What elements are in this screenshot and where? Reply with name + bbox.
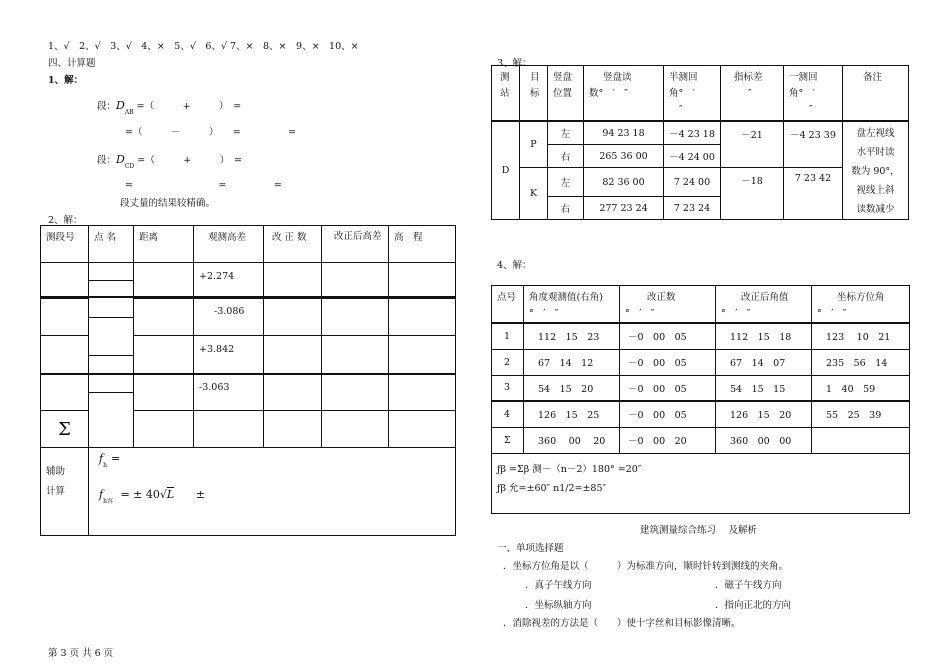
adj-cell: 112 15 18 xyxy=(716,323,812,349)
azimuth-table xyxy=(491,285,910,514)
diff-cell: +3.842 xyxy=(194,336,264,374)
adj-cell: 67 14 07 xyxy=(716,349,812,375)
cor-cell: －0 00 20 xyxy=(620,427,716,453)
table-row xyxy=(492,349,910,375)
index-cell: －21 xyxy=(721,122,784,168)
half-angle-cell: －4 24 00 xyxy=(664,145,721,168)
cor-cell: －0 00 05 xyxy=(620,375,716,401)
col-header: 点 名 xyxy=(89,226,134,263)
dab-equation: 段：$D_{AB}$ =（ + ） = xyxy=(97,99,242,116)
col-header: 距离 xyxy=(134,226,194,263)
col-header: 角度观测值(右角) ° ′ ″ xyxy=(524,286,620,324)
sigma-cell: Σ xyxy=(41,411,89,448)
half-angle-cell: 7 23 24 xyxy=(664,197,721,220)
obs-cell: 126 15 25 xyxy=(524,401,620,427)
adj-cell: 54 15 15 xyxy=(716,375,812,401)
q4-label: 4、解： xyxy=(497,260,532,271)
col-header: 半测回 角° ′ ″ xyxy=(664,66,721,122)
table-row xyxy=(492,323,910,349)
unit-label: ° ′ ″ xyxy=(817,308,847,319)
az-cell: 123 10 21 xyxy=(812,323,910,349)
dab-line2: =（ － ） = = xyxy=(125,127,297,138)
pos-cell: 左 xyxy=(548,168,584,197)
unit-label: ° ′ ″ xyxy=(529,308,559,319)
allowable-error: ƒβ 允=±60″ n1/2=±85″ xyxy=(497,482,607,494)
table-divider xyxy=(491,120,908,122)
col-header: 测段号 xyxy=(41,226,89,263)
q3-label: 3、解： xyxy=(497,58,532,69)
point-divider xyxy=(89,317,133,318)
col-header: 观测高差 xyxy=(194,226,264,263)
option-text: ．指向正北的方向 xyxy=(715,600,792,611)
col-header: 竖盘 位置 xyxy=(548,66,584,122)
fh-formula: $f_h=$ xyxy=(99,452,121,469)
col-header: 改正数 ° ′ ″ xyxy=(620,286,716,324)
col-header: 目 标 xyxy=(520,66,548,122)
unit-label: ° ′ ″ xyxy=(721,308,751,319)
col-header: 改正后高差 xyxy=(322,226,389,263)
index-cell: －18 xyxy=(721,168,784,220)
q1-label: 1、解： xyxy=(48,75,84,86)
pos-cell: 右 xyxy=(548,197,584,220)
dcd-equation: 段：$D_{CD}$ =（ + ） = xyxy=(97,153,242,170)
aux-calc xyxy=(89,448,456,536)
one-angle-cell: －4 23 39 xyxy=(784,122,843,168)
aux-label: 辅助 计算 xyxy=(41,448,89,536)
half-angle-cell: 7 24 00 xyxy=(664,168,721,197)
closure-formulas xyxy=(492,453,910,513)
no-cell: 3 xyxy=(492,375,524,401)
obs-cell: 67 14 12 xyxy=(524,349,620,375)
pos-cell: 右 xyxy=(548,145,584,168)
col-header: 改 正 数 xyxy=(264,226,322,263)
diff-cell: -3.063 xyxy=(194,374,264,411)
az-cell: 1 40 59 xyxy=(812,375,910,401)
col-header: 指标差 ″ xyxy=(721,66,784,122)
az-cell: 55 25 39 xyxy=(812,401,910,427)
target-cell: P xyxy=(520,122,548,168)
conclusion: 段丈量的结果较精确。 xyxy=(120,198,216,209)
leveling-table xyxy=(40,225,456,536)
question-text: ．消除视差的方法是（ ）使十字丝和目标影像清晰。 xyxy=(503,618,741,629)
no-cell: 2 xyxy=(492,349,524,375)
closure-error: ƒβ =Σβ 测－（n－2）180° =20″ xyxy=(497,463,642,475)
obs-cell: 54 15 20 xyxy=(524,375,620,401)
page-footer: 第 3 页 共 6 页 xyxy=(48,648,114,659)
table-divider xyxy=(40,296,455,298)
part-title: 一、单项选择题 xyxy=(497,543,564,554)
option-text: ．坐标纵轴方向 xyxy=(525,600,592,611)
reading-cell: 94 23 18 xyxy=(584,122,664,145)
note-cell: 盘左视线 水平时读 数为 90°， 视线上斜 读数减少 xyxy=(843,122,909,220)
cor-cell: －0 00 05 xyxy=(620,401,716,427)
diff-cell: +2.274 xyxy=(194,263,264,299)
cor-cell: －0 00 05 xyxy=(620,323,716,349)
az-cell: 235 56 14 xyxy=(812,349,910,375)
table-row xyxy=(492,401,910,427)
col-header: 改正后角值 ° ′ ″ xyxy=(716,286,812,324)
q2-label: 2、解： xyxy=(48,215,83,226)
station-cell: D xyxy=(492,122,520,220)
col-header: 测 站 xyxy=(492,66,520,122)
col-header: 备注 xyxy=(843,66,909,122)
pos-cell: 左 xyxy=(548,122,584,145)
az-cell xyxy=(812,427,910,453)
no-cell: 1 xyxy=(492,323,524,349)
reading-cell: 265 36 00 xyxy=(584,145,664,168)
col-header: 一测回 角° ′ ″ xyxy=(784,66,843,122)
option-text: ．磁子午线方向 xyxy=(715,580,782,591)
section-title: 四、计算题 xyxy=(48,58,96,69)
table-row xyxy=(492,375,910,401)
half-angle-cell: －4 23 18 xyxy=(664,122,721,145)
col-header: 点号 xyxy=(492,286,524,324)
obs-cell: 112 15 23 xyxy=(524,323,620,349)
diff-cell: -3.086 xyxy=(194,299,264,336)
obs-cell: 360 00 20 xyxy=(524,427,620,453)
no-cell: 4 xyxy=(492,401,524,427)
vertical-angle-table xyxy=(491,65,909,220)
adj-cell: 126 15 20 xyxy=(716,401,812,427)
point-divider xyxy=(89,355,133,356)
point-divider xyxy=(89,280,133,281)
adj-cell: 360 00 00 xyxy=(716,427,812,453)
reading-cell: 277 23 24 xyxy=(584,197,664,220)
option-text: ．真子午线方向 xyxy=(525,580,592,591)
no-cell: Σ xyxy=(492,427,524,453)
fh-allow-formula: $f_{h容}$ = ± 40√L ± xyxy=(99,488,205,505)
tf-answers: 1、√ 2、√ 3、√ 4、× 5、√ 6、√ 7、× 8、× 9、× 10、× xyxy=(48,41,359,52)
col-header: 竖盘读 数° ′ ″ xyxy=(584,66,664,122)
dcd-line2: = = = xyxy=(125,180,282,191)
cor-cell: －0 00 05 xyxy=(620,349,716,375)
point-divider xyxy=(89,392,133,393)
one-angle-cell: 7 23 42 xyxy=(784,168,843,220)
reading-cell: 82 36 00 xyxy=(584,168,664,197)
table-row xyxy=(492,427,910,453)
col-header: 高 程 xyxy=(389,226,456,263)
table-divider xyxy=(40,373,455,375)
section-heading: 建筑测量综合练习 及解析 xyxy=(640,525,758,536)
col-header: 坐标方位角 ° ′ ″ xyxy=(812,286,910,324)
question-text: ．坐标方位角是以（ ）为标准方向，顺时针转到测线的夹角。 xyxy=(503,561,789,572)
unit-label: ° ′ ″ xyxy=(625,308,655,319)
target-cell: K xyxy=(520,168,548,220)
